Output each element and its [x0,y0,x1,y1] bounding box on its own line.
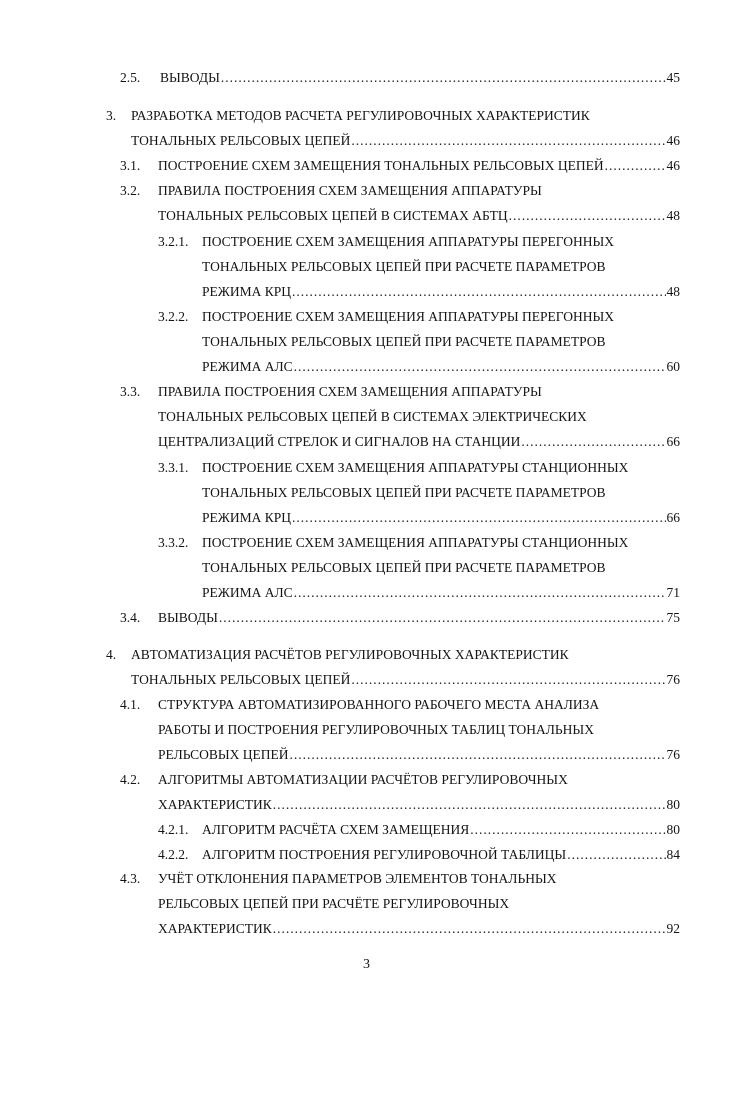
toc-number: 4. [106,647,117,662]
toc-title: АЛГОРИТМЫ АВТОМАТИЗАЦИИ РАСЧЁТОВ РЕГУЛИРОВОЧНЫХ [158,772,568,787]
toc-number: 3.3.2. [158,535,189,550]
toc-entry [202,282,680,302]
toc-title: ТОНАЛЬНЫХ РЕЛЬСОВЫХ ЦЕПЕЙ ПРИ РАСЧЕТЕ ПАРАМЕТРОВ [202,485,606,500]
toc-entry [158,845,680,865]
toc-number: 3.4. [120,610,141,625]
toc-entry [158,432,680,452]
toc-title: ТОНАЛЬНЫХ РЕЛЬСОВЫХ ЦЕПЕЙ [131,133,351,148]
toc-number: 4.3. [120,871,141,886]
dot-leader [470,820,665,840]
toc-title: ЦЕНТРАЛИЗАЦИЙ СТРЕЛОК И СИГНАЛОВ НА СТАНЦИИ [158,434,521,449]
toc-entry [120,608,680,628]
toc-number: 3. [106,108,117,123]
toc-entry [202,332,680,352]
toc-title: РАБОТЫ И ПОСТРОЕНИЯ РЕГУЛИРОВОЧНЫХ ТАБЛИЦ ТОНАЛЬНЫХ [158,722,594,737]
toc-title: ХАРАКТЕРИСТИК [158,921,272,936]
toc-page: 66 [666,510,680,525]
toc-number: 4.2. [120,772,141,787]
toc-entry [158,720,680,740]
toc-entry [202,357,680,377]
toc-number: 4.2.1. [158,822,189,837]
toc-number: 2.5. [120,70,141,85]
toc-title: РЕЛЬСОВЫХ ЦЕПЕЙ [158,747,289,762]
toc-number: 3.2.2. [158,309,189,324]
toc-entry [106,106,680,126]
toc-page: 46 [666,158,680,173]
dot-leader [221,68,666,88]
toc-entry [158,795,680,815]
toc-title: ВЫВОДЫ [158,610,218,625]
toc-entry [120,695,680,715]
toc-title: ПОСТРОЕНИЕ СХЕМ ЗАМЕЩЕНИЯ ТОНАЛЬНЫХ РЕЛЬСОВЫХ ЦЕПЕЙ [158,158,604,173]
toc-entry [158,206,680,226]
toc-title: РАЗРАБОТКА МЕТОДОВ РАСЧЕТА РЕГУЛИРОВОЧНЫХ ХАРАКТЕРИСТИК [131,108,590,123]
dot-leader [509,206,666,226]
dot-leader [294,357,666,377]
toc-title: ПОСТРОЕНИЕ СХЕМ ЗАМЕЩЕНИЯ АППАРАТУРЫ ПЕРЕГОННЫХ [202,234,615,249]
toc-entry [202,483,680,503]
toc-title: РЕЖИМА КРЦ [202,284,291,299]
toc-number: 4.1. [120,697,141,712]
toc-title: ТОНАЛЬНЫХ РЕЛЬСОВЫХ ЦЕПЕЙ В СИСТЕМАХ АБТЦ [158,208,508,223]
dot-leader [521,432,665,452]
toc-title: ПРАВИЛА ПОСТРОЕНИЯ СХЕМ ЗАМЕЩЕНИЯ АППАРАТУРЫ [158,384,542,399]
toc-title: ТОНАЛЬНЫХ РЕЛЬСОВЫХ ЦЕПЕЙ ПРИ РАСЧЕТЕ ПАРАМЕТРОВ [202,334,606,349]
toc-entry [120,770,680,790]
dot-leader [351,670,665,690]
toc-title: АЛГОРИТМ ПОСТРОЕНИЯ РЕГУЛИРОВОЧНОЙ ТАБЛИЦЫ [202,847,567,862]
toc-entry [202,257,680,277]
toc-number: 3.1. [120,158,141,173]
toc-entry [158,894,680,914]
toc-entry [120,68,680,88]
toc-page: 46 [666,133,680,148]
page-number: 3 [363,957,370,972]
toc-entry [158,407,680,427]
toc-title: ПОСТРОЕНИЕ СХЕМ ЗАМЕЩЕНИЯ АППАРАТУРЫ СТАНЦИОННЫХ [202,460,629,475]
dot-leader [351,131,665,151]
toc-page: 80 [666,797,680,812]
toc-page: 66 [666,434,680,449]
dot-leader [294,583,666,603]
toc-entry [158,232,680,252]
toc-entry [158,533,680,553]
toc-title: РЕЖИМА АЛС [202,359,293,374]
toc-entry [158,307,680,327]
toc-number: 3.2. [120,183,141,198]
toc-page: 76 [666,672,680,687]
dot-leader [605,156,666,176]
toc-page: 48 [666,284,680,299]
toc-entry [120,156,680,176]
dot-leader [292,508,666,528]
toc-page: 80 [666,822,680,837]
dot-leader [290,745,666,765]
toc-entry [202,558,680,578]
toc-page: 92 [666,921,680,936]
toc-title: ТОНАЛЬНЫХ РЕЛЬСОВЫХ ЦЕПЕЙ ПРИ РАСЧЕТЕ ПАРАМЕТРОВ [202,560,606,575]
toc-page: 71 [666,585,680,600]
toc-title: ТОНАЛЬНЫХ РЕЛЬСОВЫХ ЦЕПЕЙ [131,672,351,687]
toc-title: АЛГОРИТМ РАСЧЁТА СХЕМ ЗАМЕЩЕНИЯ [202,822,470,837]
toc-entry [158,458,680,478]
toc-entry [106,645,680,665]
toc-title: УЧЁТ ОТКЛОНЕНИЯ ПАРАМЕТРОВ ЭЛЕМЕНТОВ ТОНАЛЬНЫХ [158,871,557,886]
toc-title: ТОНАЛЬНЫХ РЕЛЬСОВЫХ ЦЕПЕЙ ПРИ РАСЧЕТЕ ПАРАМЕТРОВ [202,259,606,274]
toc-entry [202,508,680,528]
toc-entry [158,919,680,939]
dot-leader [292,282,666,302]
dot-leader [567,845,665,865]
toc-title: ХАРАКТЕРИСТИК [158,797,272,812]
toc-title: ПРАВИЛА ПОСТРОЕНИЯ СХЕМ ЗАМЕЩЕНИЯ АППАРАТУРЫ [158,183,542,198]
toc-number: 3.3.1. [158,460,189,475]
toc-page: 76 [666,747,680,762]
toc-entry [131,670,680,690]
toc-entry [202,583,680,603]
toc-entry [158,745,680,765]
dot-leader [219,608,666,628]
toc-title: ВЫВОДЫ [160,70,220,85]
toc-number: 3.2.1. [158,234,189,249]
toc-title: РЕЖИМА АЛС [202,585,293,600]
toc-entry [158,820,680,840]
toc-title: РЕЛЬСОВЫХ ЦЕПЕЙ ПРИ РАСЧЁТЕ РЕГУЛИРОВОЧНЫХ [158,896,510,911]
toc-title: ПОСТРОЕНИЕ СХЕМ ЗАМЕЩЕНИЯ АППАРАТУРЫ СТАНЦИОННЫХ [202,535,629,550]
toc-page: 48 [666,208,680,223]
toc-page: 45 [666,70,680,85]
toc-number: 4.2.2. [158,847,189,862]
toc-number: 3.3. [120,384,141,399]
toc-entry [120,181,680,201]
toc-entry [120,382,680,402]
toc-title: СТРУКТУРА АВТОМАТИЗИРОВАННОГО РАБОЧЕГО МЕСТА АНАЛИЗА [158,697,600,712]
toc-title: РЕЖИМА КРЦ [202,510,291,525]
toc-title: ПОСТРОЕНИЕ СХЕМ ЗАМЕЩЕНИЯ АППАРАТУРЫ ПЕРЕГОННЫХ [202,309,615,324]
toc-title: АВТОМАТИЗАЦИЯ РАСЧЁТОВ РЕГУЛИРОВОЧНЫХ ХАРАКТЕРИСТИК [131,647,569,662]
toc-page: 60 [666,359,680,374]
toc-entry [120,869,680,889]
toc-page: 84 [666,847,680,862]
toc-entry [131,131,680,151]
toc-title: ТОНАЛЬНЫХ РЕЛЬСОВЫХ ЦЕПЕЙ В СИСТЕМАХ ЭЛЕКТРИЧЕСКИХ [158,409,587,424]
dot-leader [273,795,666,815]
dot-leader [273,919,666,939]
toc-page: 75 [666,610,680,625]
